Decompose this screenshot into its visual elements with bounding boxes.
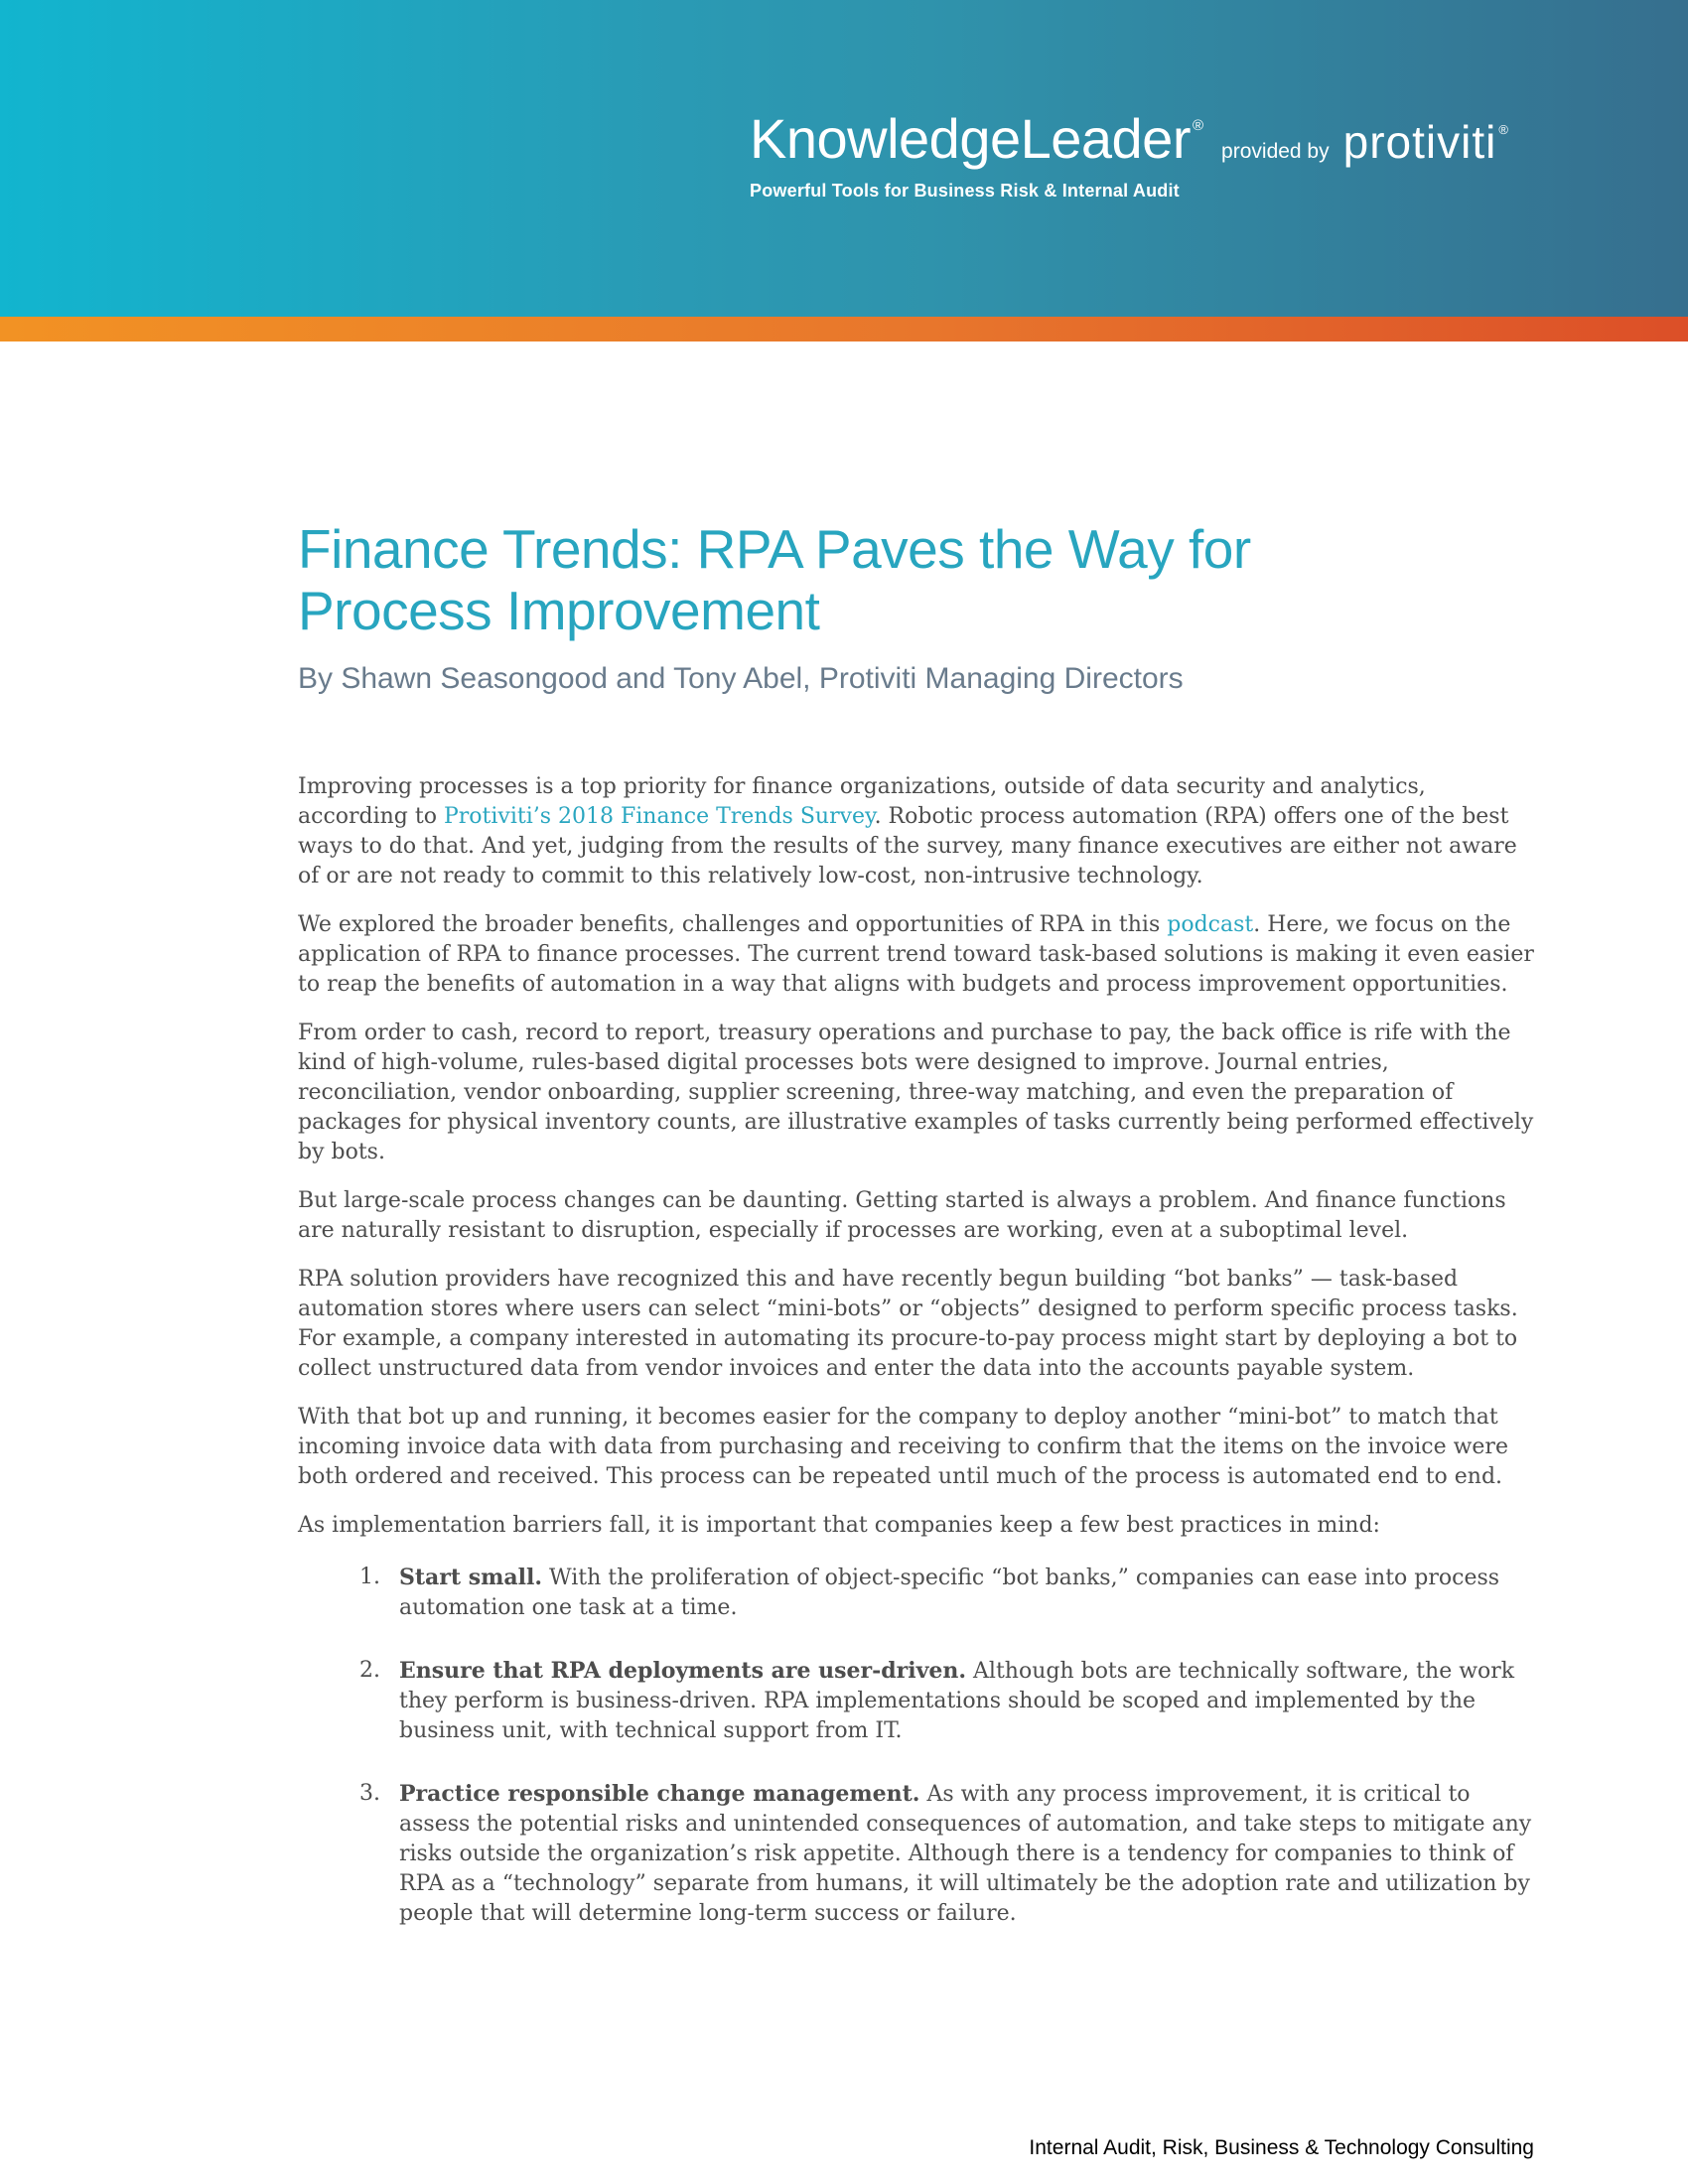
list-item-text: As with any process improvement, it is critical to assess the potential risks and unintended consequences of automation, and take steps to mitigate any risks outside the organization’s risk appetite. Although there is a tendency for companies to think of RPA as a “technology” separate from humans, it will ultimately be the adoption rate and utilization by people that will determine long-term success or failure. bbox=[399, 1782, 1532, 1926]
best-practices-list bbox=[298, 1563, 1534, 1929]
list-item bbox=[298, 1779, 1534, 1929]
list-item-number: 1. bbox=[359, 1565, 380, 1589]
paragraph-1 bbox=[298, 772, 1534, 891]
list-item bbox=[298, 1563, 1534, 1623]
list-item bbox=[298, 1656, 1534, 1746]
paragraph-text: Improving processes is a top priority for finance organizations, outside of data security and analytics, according to bbox=[298, 774, 1426, 829]
accent-bar bbox=[0, 317, 1688, 341]
paragraph-6: With that bot up and running, it becomes easier for the company to deploy another “mini-bot” to match that incoming invoice data with data from purchasing and receiving to confirm that the items on the invoice were both ordered and received. This process can be repeated until much of the process is automated end to end. bbox=[298, 1405, 1508, 1489]
list-item-text: Although bots are technically software, the work they perform is business-driven. RPA implementations should be scoped and implemented by the business unit, with technical support from IT. bbox=[399, 1659, 1515, 1743]
knowledgeleader-logo-block bbox=[750, 107, 1508, 202]
body-copy bbox=[298, 772, 1534, 1929]
knowledgeleader-wordmark: KnowledgeLeader bbox=[750, 107, 1191, 170]
footer-tagline: Internal Audit, Risk, Business & Technology Consulting bbox=[1029, 2136, 1534, 2159]
registered-mark-icon: ® bbox=[1192, 117, 1204, 134]
list-item-number: 3. bbox=[359, 1781, 380, 1806]
list-item-lead: Start small. bbox=[399, 1565, 543, 1590]
provided-by-label: provided by bbox=[1221, 140, 1330, 163]
paragraph-7: As implementation barriers fall, it is important that companies keep a few best practices in mind: bbox=[298, 1513, 1380, 1538]
list-item-body bbox=[399, 1656, 1534, 1746]
list-item-body bbox=[399, 1563, 1534, 1623]
byline: By Shawn Seasongood and Tony Abel, Protiviti Managing Directors bbox=[298, 662, 1184, 695]
paragraph-2 bbox=[298, 910, 1534, 1000]
list-item-body bbox=[399, 1779, 1534, 1929]
registered-mark-icon: ® bbox=[1498, 122, 1508, 137]
protiviti-wordmark: protiviti bbox=[1342, 116, 1497, 168]
paragraph-4: But large-scale process changes can be daunting. Getting started is always a problem. And finance functions are naturally resistant to disruption, especially if processes are working, even at a suboptimal level. bbox=[298, 1188, 1506, 1243]
paragraph-text: We explored the broader benefits, challenges and opportunities of RPA in this bbox=[298, 912, 1168, 937]
paragraph-5: RPA solution providers have recognized this and have recently begun building “bot banks” — task-based automation stores where users can select “mini-bots” or “objects” designed to perform specific process tasks. For example, a company interested in automating its procure-to-pay process might start by deploying a bot to collect unstructured data from vendor invoices and enter the data into the accounts payable system. bbox=[298, 1267, 1518, 1381]
podcast-link[interactable]: podcast bbox=[1167, 912, 1254, 937]
list-item-lead: Practice responsible change management. bbox=[399, 1781, 920, 1807]
list-item-text: With the proliferation of object-specific “bot banks,” companies can ease into process automation one task at a time. bbox=[399, 1566, 1500, 1620]
paragraph-text: . Robotic process automation (RPA) offers one of the best ways to do that. And yet, judging from the results of the survey, many finance executives are either not aware of or are not ready to commit to this relatively low-cost, non-intrusive technology. bbox=[298, 804, 1517, 888]
paragraph-text: . Here, we focus on the application of RPA to finance processes. The current trend toward task-based solutions is making it even easier to reap the benefits of automation in a way that aligns with budgets and process improvement opportunities. bbox=[298, 912, 1534, 997]
page-title: Finance Trends: RPA Paves the Way for Process Improvement bbox=[298, 518, 1251, 641]
survey-link[interactable]: Protiviti’s 2018 Finance Trends Survey bbox=[443, 804, 875, 829]
header-tagline: Powerful Tools for Business Risk & Internal Audit bbox=[750, 181, 1180, 201]
article-body bbox=[298, 341, 1534, 1962]
list-item-lead: Ensure that RPA deployments are user-driven. bbox=[399, 1658, 967, 1684]
paragraph-3: From order to cash, record to report, treasury operations and purchase to pay, the back office is rife with the kind of high-volume, rules-based digital processes bots were designed to improve. Journal entries, reconciliation, vendor onboarding, supplier screening, three-way matching, and even the preparation of packages for physical inventory counts, are illustrative examples of tasks currently being performed effectively by bots. bbox=[298, 1021, 1534, 1164]
list-item-number: 2. bbox=[359, 1658, 380, 1683]
header-banner bbox=[0, 0, 1688, 317]
